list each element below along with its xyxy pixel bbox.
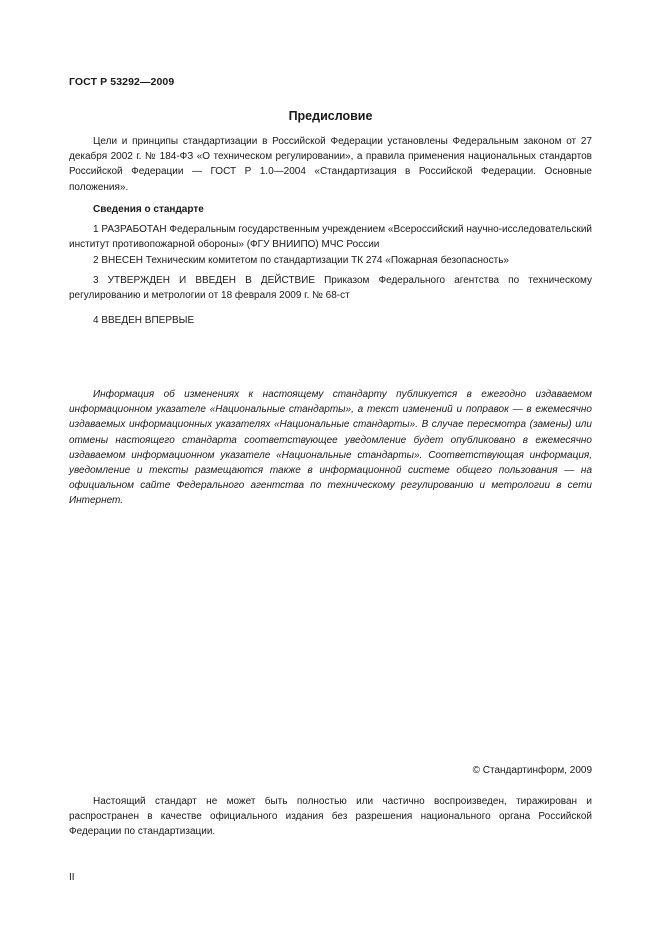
- about-item-3: [69, 273, 592, 303]
- document-code: ГОСТ Р 53292—2009: [69, 76, 175, 88]
- page-title: Предисловие: [288, 109, 373, 123]
- about-item-text: 3 УТВЕРЖДЕН И ВВЕДЕН В ДЕЙСТВИЕ Приказом Федерального агентства по техническому регулированию и метрологии от 18 февраля 2009 г. № 68-ст: [69, 275, 592, 302]
- page-number: II: [69, 872, 75, 883]
- about-item-text: 1 РАЗРАБОТАН Федеральным государственным учреждением «Всероссийский научно-исследовательский институт противопожарной обороны» (ФГУ ВНИИПО) МЧС России: [69, 224, 592, 251]
- notice-section: [69, 387, 592, 509]
- intro-paragraph: Цели и принципы стандартизации в Российской Федерации установлены Федеральным законом от 27 декабря 2002 г. № 184-ФЗ «О техническом регулировании», а правила применения национальных стандартов Российской Федерации — ГОСТ Р 1.0—2004 «Стандартизация в Российской Федерации. Основные положения».: [69, 136, 592, 193]
- about-heading: Сведения о стандарте: [93, 204, 204, 215]
- about-item-1: [69, 222, 592, 252]
- notice-paragraph: Информация об изменениях к настоящему стандарту публикуется в ежегодно издаваемом информационном указателе «Национальные стандарты», а текст изменений и поправок — в ежемесячно издаваемых информационных указателях «Национальные стандарты». В случае пересмотра (замены) или отмены настоящего стандарта соответствующее уведомление будет опубликовано в ежемесячно издаваемом информационном указателе «Национальные стандарты». Соответствующая информация, уведомление и тексты размещаются также в информационной системе общего пользования — на официальном сайте Федерального агентства по техническому регулированию и метрологии в сети Интернет.: [69, 389, 592, 507]
- about-item-text: 2 ВНЕСЕН Техническим комитетом по стандартизации ТК 274 «Пожарная безопасность»: [93, 255, 509, 266]
- copyright: © Стандартинформ, 2009: [472, 765, 592, 776]
- reproduction-paragraph: Настоящий стандарт не может быть полностью или частично воспроизведен, тиражирован и распространен в качестве официального издания без разрешения национального органа Российской Федерации по стандартизации.: [69, 796, 592, 838]
- intro-section: [69, 134, 592, 195]
- about-item-text: 4 ВВЕДЕН ВПЕРВЫЕ: [93, 315, 195, 326]
- about-item-4: [69, 313, 592, 328]
- about-item-2: [69, 253, 592, 268]
- reproduction-section: [69, 794, 592, 840]
- about-standard-section: [69, 202, 592, 217]
